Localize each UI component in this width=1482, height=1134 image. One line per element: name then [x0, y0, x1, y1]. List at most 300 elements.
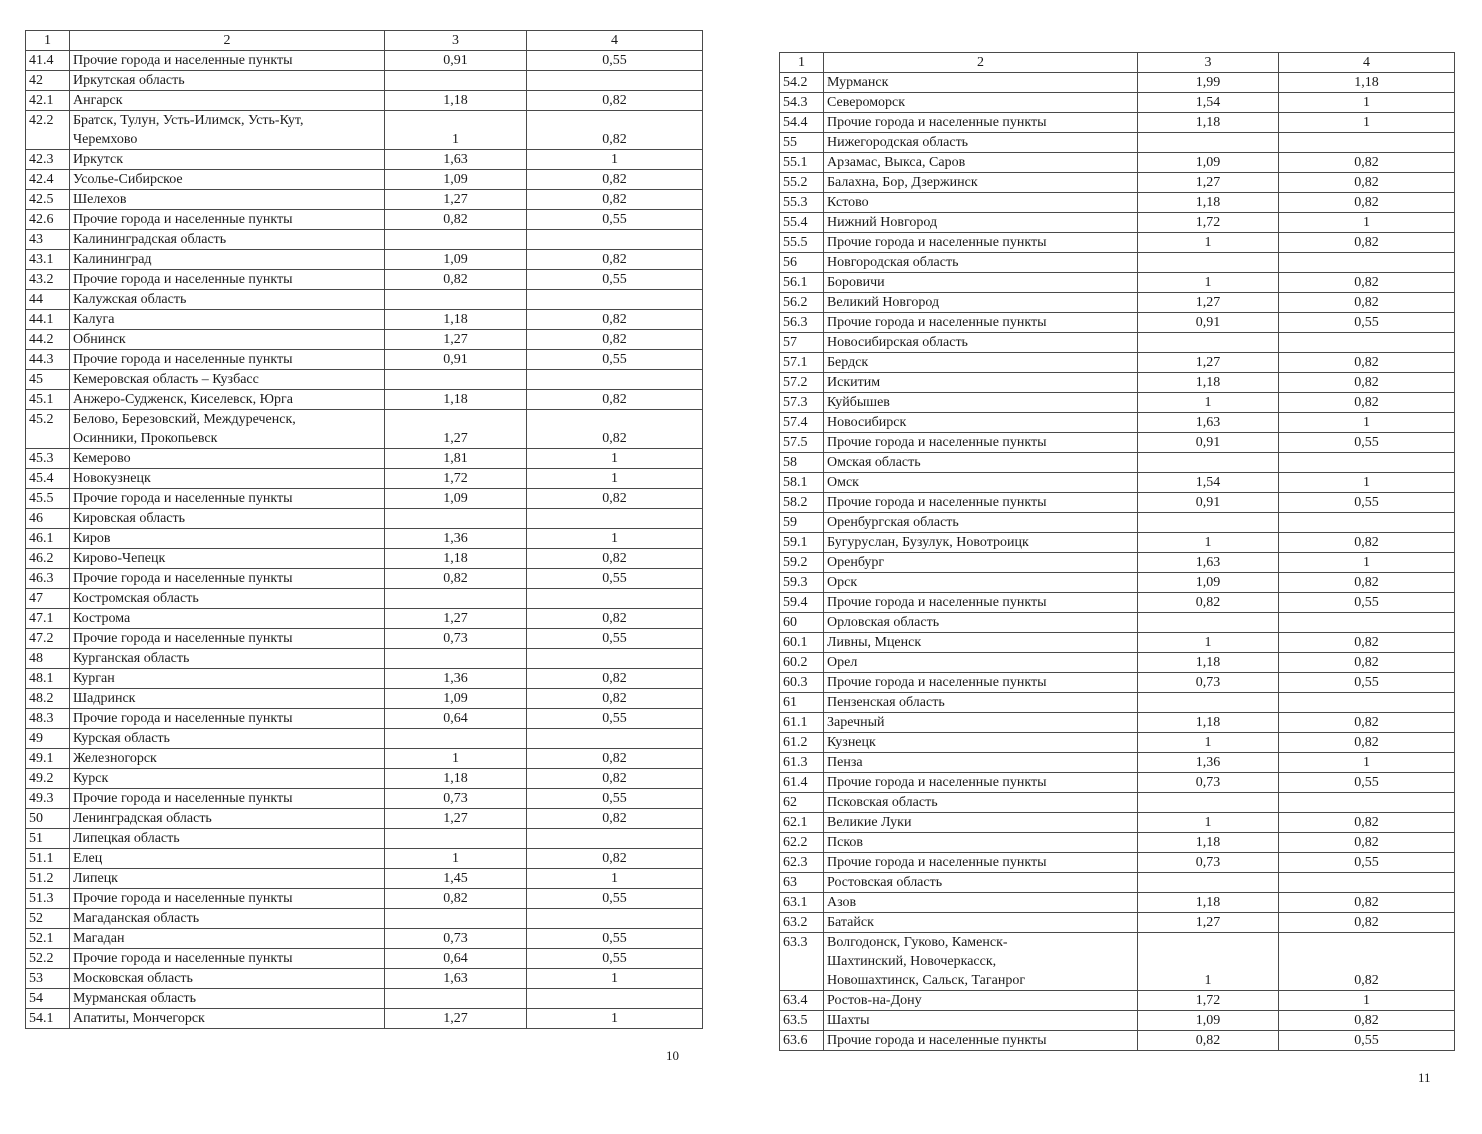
table-row [780, 753, 1455, 773]
row-code: 43 [26, 230, 70, 250]
column-number-1: 1 [26, 31, 70, 51]
row-name: Пензенская область [824, 693, 1138, 713]
coefficient-col4: 1 [1279, 753, 1455, 773]
table-row [780, 833, 1455, 853]
coefficient-col4: 0,55 [1279, 313, 1455, 333]
coefficient-col3 [1138, 873, 1279, 893]
row-code: 56 [780, 253, 824, 273]
row-code: 55.1 [780, 153, 824, 173]
row-code: 49 [26, 729, 70, 749]
table-row [26, 210, 703, 230]
coefficient-col3: 0,64 [385, 709, 527, 729]
coefficient-col4: 0,55 [527, 270, 703, 290]
coefficient-col3: 1 [385, 111, 527, 150]
table-row [780, 73, 1455, 93]
table-row [780, 453, 1455, 473]
coefficient-col4: 1 [527, 150, 703, 170]
row-code: 46.2 [26, 549, 70, 569]
table-row [780, 793, 1455, 813]
table-row [26, 729, 703, 749]
row-code: 49.3 [26, 789, 70, 809]
coefficient-col3: 1,09 [1138, 153, 1279, 173]
row-code: 45.1 [26, 390, 70, 410]
row-code: 51.2 [26, 869, 70, 889]
coefficient-col3: 0,82 [385, 569, 527, 589]
table-row [780, 673, 1455, 693]
coefficient-col4: 0,82 [527, 849, 703, 869]
coefficient-col4: 0,82 [527, 689, 703, 709]
coefficient-col4 [527, 230, 703, 250]
row-name: Прочие города и населенные пункты [824, 853, 1138, 873]
row-name: Киров [70, 529, 385, 549]
row-name: Североморск [824, 93, 1138, 113]
table-row [780, 193, 1455, 213]
row-name: Кирово-Чепецк [70, 549, 385, 569]
table-row [26, 549, 703, 569]
row-code: 42.2 [26, 111, 70, 150]
row-code: 45.5 [26, 489, 70, 509]
row-name: Прочие города и населенные пункты [824, 433, 1138, 453]
table-row [26, 889, 703, 909]
row-name: Пенза [824, 753, 1138, 773]
table-row [780, 813, 1455, 833]
coefficient-col4: 0,82 [1279, 153, 1455, 173]
coefficient-col4 [1279, 253, 1455, 273]
row-name: Бердск [824, 353, 1138, 373]
coefficient-col3: 0,91 [1138, 493, 1279, 513]
coefficient-col4: 0,82 [1279, 353, 1455, 373]
coefficient-col3: 1,63 [1138, 413, 1279, 433]
row-name: Кстово [824, 193, 1138, 213]
row-code: 62.2 [780, 833, 824, 853]
row-code: 59.3 [780, 573, 824, 593]
coefficient-col3: 1 [385, 849, 527, 869]
row-name: Московская область [70, 969, 385, 989]
row-name: Прочие города и населенные пункты [70, 629, 385, 649]
coefficient-col3: 1,18 [385, 390, 527, 410]
right-page [779, 52, 1454, 1051]
coefficient-col3: 1,18 [1138, 713, 1279, 733]
row-code: 47.2 [26, 629, 70, 649]
coefficient-col4: 0,82 [1279, 533, 1455, 553]
row-name: Ливны, Мценск [824, 633, 1138, 653]
row-code: 59.1 [780, 533, 824, 553]
table-row [26, 709, 703, 729]
coefficient-col3 [385, 729, 527, 749]
coefficient-col3: 1,63 [385, 969, 527, 989]
coefficient-col4: 0,82 [1279, 573, 1455, 593]
row-code: 51.3 [26, 889, 70, 909]
coefficient-col4: 0,82 [527, 669, 703, 689]
row-name: Псковская область [824, 793, 1138, 813]
row-code: 42.6 [26, 210, 70, 230]
table-row [780, 613, 1455, 633]
table-row [26, 170, 703, 190]
row-name: Обнинск [70, 330, 385, 350]
coefficient-col4: 0,82 [1279, 173, 1455, 193]
row-code: 63.2 [780, 913, 824, 933]
row-code: 55.4 [780, 213, 824, 233]
coefficient-col4: 1 [527, 449, 703, 469]
row-code: 55.5 [780, 233, 824, 253]
table-row [26, 270, 703, 290]
table-row [26, 769, 703, 789]
coefficient-col4 [527, 290, 703, 310]
coefficient-col4: 0,82 [1279, 373, 1455, 393]
coefficient-col3: 0,91 [385, 51, 527, 71]
table-row [26, 629, 703, 649]
table-row [26, 449, 703, 469]
coefficient-col3: 1,27 [385, 330, 527, 350]
coefficient-col4 [1279, 693, 1455, 713]
table-row [26, 190, 703, 210]
coefficient-col3 [385, 989, 527, 1009]
row-name: Арзамас, Выкса, Саров [824, 153, 1138, 173]
row-name: Орск [824, 573, 1138, 593]
coefficient-col4: 0,82 [1279, 913, 1455, 933]
coefficient-col4: 1 [527, 469, 703, 489]
coefficient-col4: 0,55 [527, 929, 703, 949]
column-number-2: 2 [70, 31, 385, 51]
row-code: 48.2 [26, 689, 70, 709]
coefficient-col4: 0,82 [527, 250, 703, 270]
coefficient-col3: 0,73 [385, 629, 527, 649]
coefficient-col3 [385, 589, 527, 609]
coefficient-col3: 0,73 [1138, 673, 1279, 693]
coefficients-table-left [25, 30, 703, 1029]
row-code: 62 [780, 793, 824, 813]
table-row [26, 869, 703, 889]
coefficient-col4 [527, 989, 703, 1009]
coefficient-col3 [385, 230, 527, 250]
coefficient-col4 [1279, 333, 1455, 353]
row-code: 60.2 [780, 653, 824, 673]
table-row [26, 829, 703, 849]
row-code: 52 [26, 909, 70, 929]
table-row [780, 1011, 1455, 1031]
row-code: 45.3 [26, 449, 70, 469]
row-code: 54.3 [780, 93, 824, 113]
coefficient-col4 [527, 509, 703, 529]
table-row [26, 669, 703, 689]
table-row [26, 150, 703, 170]
row-name: Костромская область [70, 589, 385, 609]
row-code: 60.3 [780, 673, 824, 693]
row-name: Курганская область [70, 649, 385, 669]
coefficient-col3: 0,64 [385, 949, 527, 969]
coefficient-col4: 1 [527, 1009, 703, 1029]
row-code: 57.1 [780, 353, 824, 373]
coefficient-col3: 1,27 [385, 809, 527, 829]
row-name: Кемерово [70, 449, 385, 469]
coefficient-col4: 0,55 [527, 629, 703, 649]
page-number: 10 [666, 1048, 679, 1063]
coefficient-col4: 1 [527, 529, 703, 549]
coefficient-col3: 1 [1138, 533, 1279, 553]
row-code: 61.2 [780, 733, 824, 753]
column-number-3: 3 [1138, 53, 1279, 73]
coefficient-col3: 1 [1138, 393, 1279, 413]
page-number: 11 [1418, 1070, 1431, 1085]
coefficient-col3: 1 [1138, 733, 1279, 753]
coefficient-col4: 0,82 [1279, 233, 1455, 253]
coefficient-col3: 1,36 [1138, 753, 1279, 773]
coefficient-col4 [1279, 793, 1455, 813]
row-name: Прочие города и населенные пункты [70, 350, 385, 370]
row-name: Магадан [70, 929, 385, 949]
row-code: 42.3 [26, 150, 70, 170]
table-header-row [26, 31, 703, 51]
table-row [780, 733, 1455, 753]
coefficient-col4: 0,82 [1279, 1011, 1455, 1031]
table-row [26, 689, 703, 709]
coefficient-col3: 1,54 [1138, 93, 1279, 113]
row-code: 44.1 [26, 310, 70, 330]
coefficient-col4: 1 [1279, 113, 1455, 133]
column-number-2: 2 [824, 53, 1138, 73]
coefficient-col3: 1,18 [1138, 193, 1279, 213]
row-code: 59.2 [780, 553, 824, 573]
table-row [780, 593, 1455, 613]
coefficient-col4: 0,55 [527, 210, 703, 230]
coefficient-col4 [527, 649, 703, 669]
row-name: Прочие города и населенные пункты [70, 210, 385, 230]
row-code: 48 [26, 649, 70, 669]
row-code: 59.4 [780, 593, 824, 613]
row-code: 42 [26, 71, 70, 91]
row-name: Анжеро-Судженск, Киселевск, Юрга [70, 390, 385, 410]
row-code: 50 [26, 809, 70, 829]
table-row [780, 113, 1455, 133]
coefficient-col3: 1,72 [1138, 213, 1279, 233]
coefficient-col3: 1,27 [1138, 173, 1279, 193]
coefficient-col4: 0,82 [1279, 893, 1455, 913]
row-code: 61.4 [780, 773, 824, 793]
table-row [780, 433, 1455, 453]
table-row [26, 310, 703, 330]
coefficient-col3: 1,81 [385, 449, 527, 469]
coefficient-col3: 1,18 [385, 769, 527, 789]
coefficient-col3: 1,54 [1138, 473, 1279, 493]
row-name: Прочие города и населенные пункты [824, 673, 1138, 693]
coefficient-col4 [1279, 453, 1455, 473]
coefficient-col3 [385, 829, 527, 849]
coefficient-col4: 0,82 [1279, 733, 1455, 753]
table-row [26, 390, 703, 410]
row-code: 58.1 [780, 473, 824, 493]
table-row [26, 849, 703, 869]
table-row [26, 469, 703, 489]
coefficient-col4 [527, 589, 703, 609]
coefficient-col3: 1,27 [1138, 353, 1279, 373]
table-row [26, 1009, 703, 1029]
table-header-row [780, 53, 1455, 73]
row-name: Батайск [824, 913, 1138, 933]
coefficient-col3: 1,27 [385, 190, 527, 210]
row-code: 45.2 [26, 410, 70, 449]
table-row [26, 330, 703, 350]
row-code: 42.1 [26, 91, 70, 111]
coefficient-col3: 1,18 [385, 91, 527, 111]
coefficient-col3: 1,63 [1138, 553, 1279, 573]
row-code: 62.3 [780, 853, 824, 873]
coefficient-col3: 1,18 [385, 549, 527, 569]
row-code: 57.2 [780, 373, 824, 393]
row-code: 52.2 [26, 949, 70, 969]
table-row [26, 989, 703, 1009]
coefficient-col4 [527, 71, 703, 91]
table-row [26, 51, 703, 71]
table-row [780, 253, 1455, 273]
coefficient-col3: 0,91 [385, 350, 527, 370]
row-name: Усолье-Сибирское [70, 170, 385, 190]
coefficient-col4: 0,82 [527, 489, 703, 509]
row-name: Шахты [824, 1011, 1138, 1031]
row-name: Заречный [824, 713, 1138, 733]
row-code: 57.3 [780, 393, 824, 413]
row-name: Кузнецк [824, 733, 1138, 753]
row-name: Прочие города и населенные пункты [824, 113, 1138, 133]
row-name: Балахна, Бор, Дзержинск [824, 173, 1138, 193]
coefficient-col3: 0,82 [385, 889, 527, 909]
coefficient-col3: 1,18 [1138, 893, 1279, 913]
row-name: Прочие города и населенные пункты [70, 789, 385, 809]
coefficient-col3: 1,72 [1138, 991, 1279, 1011]
table-row [780, 493, 1455, 513]
row-name: Прочие города и населенные пункты [70, 949, 385, 969]
coefficient-col4 [1279, 613, 1455, 633]
coefficient-col3: 1,63 [385, 150, 527, 170]
coefficient-col4: 0,82 [527, 769, 703, 789]
coefficient-col3: 0,73 [1138, 853, 1279, 873]
row-name: Курск [70, 769, 385, 789]
row-code: 58 [780, 453, 824, 473]
coefficient-col4: 0,55 [1279, 593, 1455, 613]
coefficient-col3: 1,27 [1138, 913, 1279, 933]
table-row [780, 873, 1455, 893]
table-row [780, 473, 1455, 493]
row-name: Кострома [70, 609, 385, 629]
coefficient-col3: 1,27 [385, 609, 527, 629]
coefficient-col3: 0,82 [385, 270, 527, 290]
table-row [26, 290, 703, 310]
coefficient-col4: 0,55 [1279, 1031, 1455, 1051]
table-row [780, 373, 1455, 393]
table-row [780, 153, 1455, 173]
row-name: Прочие города и населенные пункты [70, 270, 385, 290]
row-code: 56.1 [780, 273, 824, 293]
table-row [780, 133, 1455, 153]
coefficient-col3 [1138, 333, 1279, 353]
coefficient-col3 [385, 370, 527, 390]
row-code: 63.4 [780, 991, 824, 1011]
coefficient-col4: 0,82 [1279, 813, 1455, 833]
coefficient-col4: 0,55 [1279, 773, 1455, 793]
table-row [780, 413, 1455, 433]
table-row [26, 929, 703, 949]
row-code: 49.2 [26, 769, 70, 789]
row-code: 43.2 [26, 270, 70, 290]
table-row [780, 233, 1455, 253]
row-name: Апатиты, Мончегорск [70, 1009, 385, 1029]
row-code: 56.3 [780, 313, 824, 333]
table-row [26, 529, 703, 549]
row-code: 54.2 [780, 73, 824, 93]
table-row [780, 653, 1455, 673]
row-name: Прочие города и населенные пункты [70, 889, 385, 909]
coefficient-col3 [1138, 793, 1279, 813]
row-name: Новосибирск [824, 413, 1138, 433]
row-name: Мурманск [824, 73, 1138, 93]
row-name: Волгодонск, Гуково, Каменск- Шахтинский, Новочеркасск, Новошахтинск, Сальск, Таганрог [824, 933, 1138, 991]
coefficient-col3: 1,18 [1138, 113, 1279, 133]
coefficient-col4 [1279, 513, 1455, 533]
row-code: 42.5 [26, 190, 70, 210]
coefficient-col4: 0,82 [1279, 653, 1455, 673]
row-name: Иркутская область [70, 71, 385, 91]
coefficient-col4: 0,55 [527, 709, 703, 729]
table-row [780, 633, 1455, 653]
coefficient-col4: 0,82 [527, 609, 703, 629]
row-name: Орловская область [824, 613, 1138, 633]
table-row [780, 173, 1455, 193]
table-row [780, 393, 1455, 413]
table-row [26, 809, 703, 829]
coefficient-col4: 1 [1279, 991, 1455, 1011]
coefficient-col4: 0,82 [1279, 193, 1455, 213]
row-name: Великие Луки [824, 813, 1138, 833]
row-name: Боровичи [824, 273, 1138, 293]
row-name: Искитим [824, 373, 1138, 393]
row-name: Калининградская область [70, 230, 385, 250]
row-code: 45.4 [26, 469, 70, 489]
row-name: Омская область [824, 453, 1138, 473]
coefficient-col4: 0,55 [527, 569, 703, 589]
row-code: 45 [26, 370, 70, 390]
coefficient-col4: 0,82 [1279, 933, 1455, 991]
row-name: Калуга [70, 310, 385, 330]
row-code: 54.1 [26, 1009, 70, 1029]
row-name: Прочие города и населенные пункты [824, 593, 1138, 613]
table-row [26, 230, 703, 250]
row-code: 41.4 [26, 51, 70, 71]
row-name: Новгородская область [824, 253, 1138, 273]
row-code: 60 [780, 613, 824, 633]
coefficient-col3: 1,27 [1138, 293, 1279, 313]
table-row [780, 713, 1455, 733]
row-name: Мурманская область [70, 989, 385, 1009]
row-name: Ленинградская область [70, 809, 385, 829]
coefficient-col4: 0,82 [1279, 833, 1455, 853]
coefficient-col3: 1,09 [385, 689, 527, 709]
table-row [26, 350, 703, 370]
coefficient-col4: 0,55 [527, 949, 703, 969]
row-code: 48.3 [26, 709, 70, 729]
row-code: 57.4 [780, 413, 824, 433]
row-name: Ростовская область [824, 873, 1138, 893]
table-row [780, 893, 1455, 913]
table-row [26, 649, 703, 669]
coefficient-col4: 0,55 [527, 889, 703, 909]
row-name: Оренбург [824, 553, 1138, 573]
coefficient-col3: 1,45 [385, 869, 527, 889]
row-code: 51.1 [26, 849, 70, 869]
row-code: 46.1 [26, 529, 70, 549]
row-code: 46 [26, 509, 70, 529]
row-name: Калужская область [70, 290, 385, 310]
row-name: Иркутск [70, 150, 385, 170]
row-code: 48.1 [26, 669, 70, 689]
